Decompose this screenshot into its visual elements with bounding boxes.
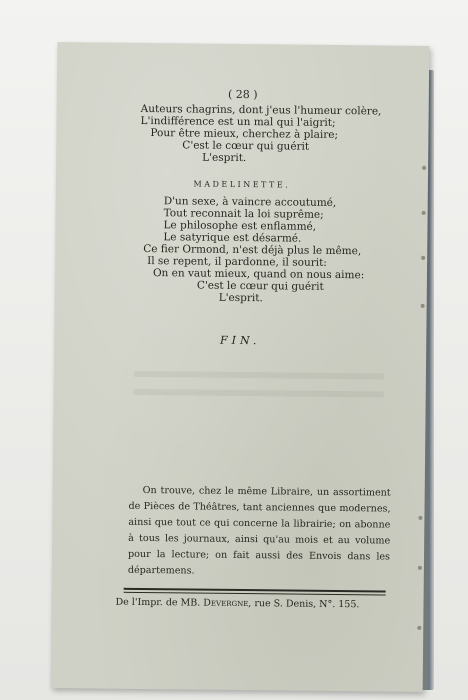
stitch-hole bbox=[418, 516, 422, 520]
bookseller-notice: On trouve, chez le même Libraire, un assortiment de Pièces de Théâtres, tant anciennes que modernes, ainsi que tout ce qui concerne la librairie; on abonne à tous les journaux, ainsi qu'au mois et au volume pour la lecture; on fait aussi des Envois dans les départemens. bbox=[127, 484, 391, 577]
verse-line: Le satyrique est désarmé. bbox=[163, 231, 302, 245]
verse-line: Auteurs chagrins, dont j'eus l'humeur colère, bbox=[140, 102, 382, 118]
imprint-prefix: De l'Impr. de MB. bbox=[115, 596, 204, 609]
verse-line: Il se repent, il pardonne, il sourit: bbox=[147, 255, 327, 269]
verse-line: C'est le cœur qui guérit bbox=[182, 139, 310, 153]
fin-marker: FIN. bbox=[220, 333, 261, 348]
verse-line: D'un sexe, à vaincre accoutumé, bbox=[163, 195, 337, 209]
verse-stanza-two bbox=[55, 194, 428, 306]
imprint-rule-thin bbox=[124, 592, 386, 596]
stitch-hole bbox=[418, 566, 422, 570]
page-number: ( 28 ) bbox=[227, 87, 258, 102]
verse-line: L'indifférence est un mal qui l'aigrit; bbox=[140, 114, 336, 129]
verse-line: Pour être mieux, cherchez à plaire; bbox=[150, 127, 339, 142]
verse-line: Le philosophe est enflammé, bbox=[163, 219, 317, 233]
show-through bbox=[134, 389, 384, 398]
verse-stanza-one bbox=[56, 102, 429, 166]
stitch-hole bbox=[417, 626, 421, 630]
printer-imprint bbox=[51, 596, 423, 611]
document-page bbox=[51, 42, 430, 692]
stitch-hole bbox=[422, 166, 426, 170]
verse-line: Tout reconnait la loi suprême; bbox=[163, 207, 324, 221]
verse-line: L'esprit. bbox=[202, 151, 247, 165]
verse-line: On en vaut mieux, quand on nous aime: bbox=[152, 267, 365, 282]
speaker-name: MADELINETTE. bbox=[193, 179, 291, 190]
imprint-printer-name: Devergne bbox=[203, 597, 249, 610]
show-through bbox=[134, 371, 384, 380]
imprint-address: , rue S. Denis, N°. 155. bbox=[248, 598, 360, 611]
verse-line: L'esprit. bbox=[218, 291, 263, 305]
verse-line: C'est le cœur qui guérit bbox=[196, 279, 324, 293]
verse-line: Ce fier Ormond, n'est déjà plus le même, bbox=[143, 242, 362, 258]
